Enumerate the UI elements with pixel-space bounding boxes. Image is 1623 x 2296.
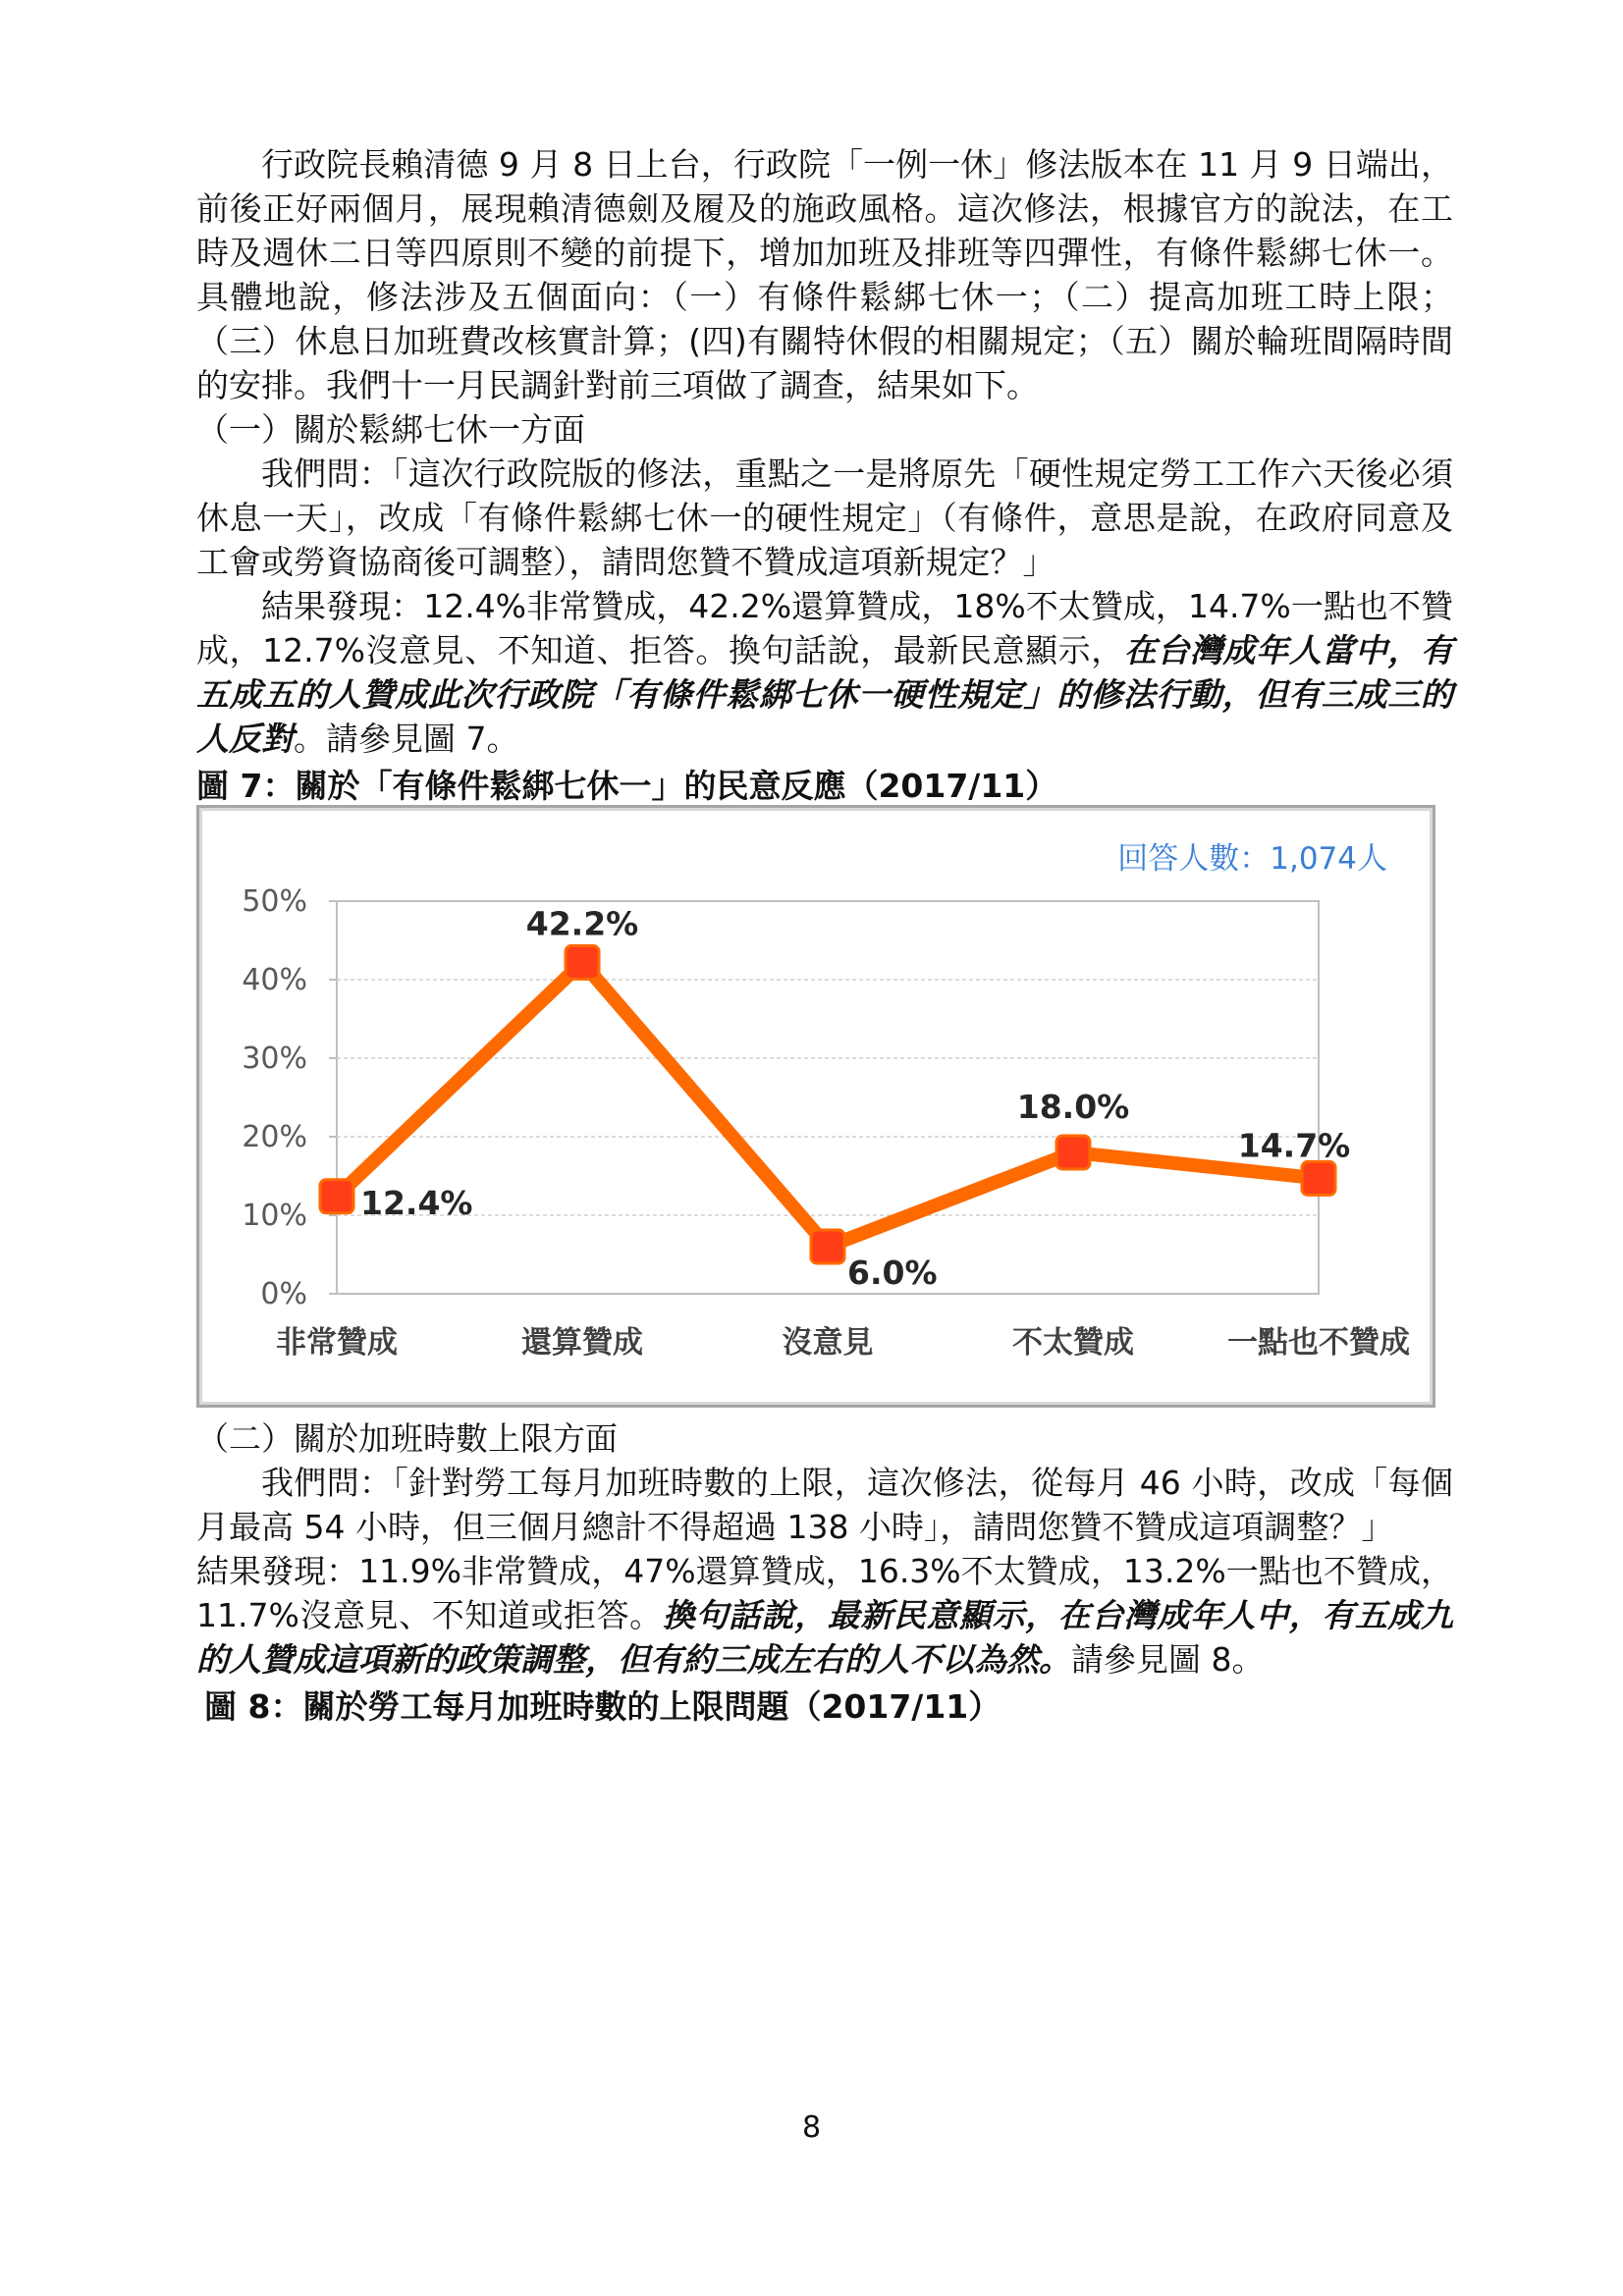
result-emphasis-2: 換句話說，最新民意顯示，在台灣成年人中，有五成九的人贊成這項新的政策調整，但有約三成左右的人不以為然。: [196, 1596, 1453, 1679]
figure-7-caption: 圖 7：關於「有條件鬆綁七休一」的民意反應（2017/11）: [196, 767, 1058, 805]
result-text-2: 結果發現：11.9%非常贊成，47%還算贊成，16.3%不太贊成，13.2%一點也不贊成，11.7%沒意見、不知道或拒答。: [196, 1552, 1453, 1634]
section-heading-1: （一）關於鬆綁七休一方面: [196, 410, 585, 449]
y-tick-label: 30%: [242, 1041, 307, 1076]
data-point-marker: [566, 945, 599, 979]
x-category-label: 沒意見: [782, 1325, 874, 1361]
x-category-label: 一點也不贊成: [1227, 1325, 1410, 1361]
page-number: 8: [801, 2110, 822, 2145]
question-paragraph-1: 我們問：「這次行政院版的修法，重點之一是將原先「硬性規定勞工工作六天後必須休息一天」，改成「有條件鬆綁七休一的硬性規定」（有條件，意思是說，在政府同意及工會或勞資協商後可調整），請問您贊不贊成這項新規定？」: [196, 454, 1453, 581]
data-label: 14.7%: [1237, 1126, 1351, 1165]
respondent-count-annotation: 回答人數：1,074人: [1117, 841, 1387, 877]
result-text-end: 。請參見圖 7。: [294, 720, 519, 758]
data-label: 6.0%: [847, 1254, 938, 1292]
series-line: [337, 962, 1319, 1247]
section-heading-2: （二）關於加班時數上限方面: [196, 1419, 618, 1458]
result-paragraph-2: [196, 1549, 1453, 1682]
line-chart: [199, 808, 1433, 1405]
result-text: 結果發現：12.4%非常贊成，42.2%還算贊成，18%不太贊成，14.7%一點也不贊成，12.7%沒意見、不知道、拒答。換句話說，最新民意顯示，: [196, 587, 1453, 669]
y-tick-label: 0%: [260, 1277, 307, 1311]
y-tick-label: 50%: [242, 884, 307, 919]
result-text-end-2: 請參見圖 8。: [1071, 1640, 1265, 1679]
x-category-label: 還算贊成: [521, 1325, 643, 1361]
y-tick-label: 10%: [242, 1199, 307, 1233]
data-point-marker: [320, 1180, 353, 1213]
data-point-marker: [1302, 1161, 1335, 1195]
figure-7-chart: [196, 805, 1435, 1408]
data-label: 18.0%: [1016, 1088, 1130, 1126]
y-tick-label: 40%: [242, 963, 307, 997]
data-point-marker: [1056, 1136, 1090, 1169]
result-emphasis: 在台灣成年人當中，有五成五的人贊成此次行政院「有條件鬆綁七休一硬性規定」的修法行動，但有三成三的人反對: [196, 631, 1453, 758]
result-paragraph-1: [196, 584, 1453, 761]
data-label: 42.2%: [525, 904, 639, 943]
figure-8-caption: 圖 8：關於勞工每月加班時數的上限問題（2017/11）: [204, 1687, 1001, 1726]
x-category-label: 非常贊成: [276, 1325, 398, 1361]
data-label: 12.4%: [360, 1183, 473, 1222]
intro-paragraph: 行政院長賴清德 9 月 8 日上台，行政院「一例一休」修法版本在 11 月 9 日端出，前後正好兩個月，展現賴清德劍及履及的施政風格。這次修法，根據官方的說法，在工時及週休二日等四原則不變的前提下，增加加班及排班等四彈性，有條件鬆綁七休一。具體地說，修法涉及五個面向：（一）有條件鬆綁七休一；（二）提高加班工時上限；（三）休息日加班費改核實計算；(四)有關特休假的相關規定；（五）關於輪班間隔時間的安排。我們十一月民調針對前三項做了調查，結果如下。: [196, 145, 1453, 404]
data-point-marker: [811, 1230, 844, 1263]
y-tick-label: 20%: [242, 1120, 307, 1154]
x-category-label: 不太贊成: [1012, 1325, 1134, 1361]
question-paragraph-2: 我們問：「針對勞工每月加班時數的上限，這次修法，從每月 46 小時，改成「每個月最高 54 小時，但三個月總計不得超過 138 小時」，請問您贊不贊成這項調整？」: [196, 1464, 1453, 1546]
